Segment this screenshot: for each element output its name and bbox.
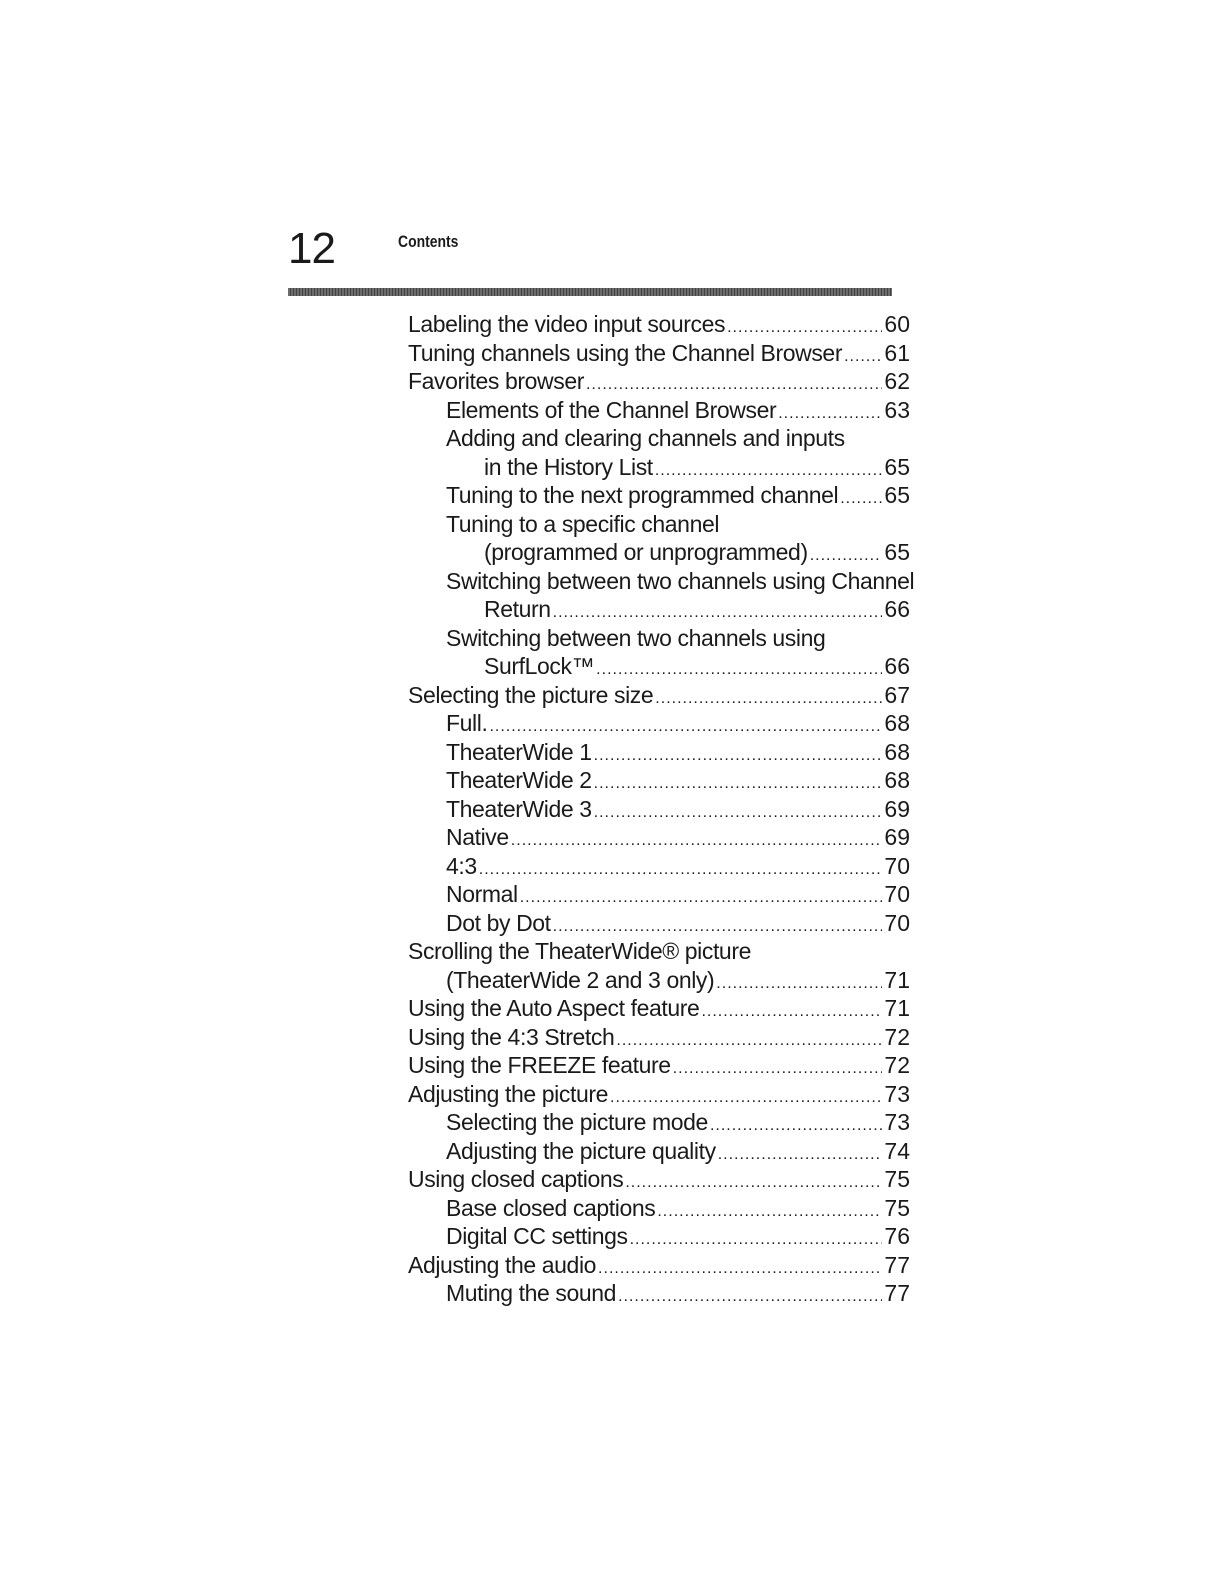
toc-entry-title: Tuning to the next programmed channel (446, 482, 839, 508)
toc-entry-first-line[interactable] (408, 510, 910, 539)
toc-entry-title: Switching between two channels using Channel (446, 567, 915, 594)
toc-entry[interactable] (408, 852, 910, 881)
dot-leader (710, 1112, 882, 1141)
toc-entry-page: 68 (884, 767, 910, 793)
toc-entry-title: Adjusting the audio (408, 1251, 597, 1278)
toc-entry-title: Base closed captions (446, 1194, 656, 1221)
toc-entry[interactable] (408, 966, 910, 995)
toc-entry-title: Dot by Dot (446, 909, 551, 936)
toc-entry[interactable] (408, 1279, 910, 1308)
dot-leader (625, 1169, 882, 1198)
dot-leader (840, 485, 882, 514)
toc-entry-title: Selecting the picture size (408, 681, 654, 708)
toc-entry[interactable] (408, 310, 910, 339)
toc-entry-page: 71 (884, 966, 910, 993)
toc-entry-title-continued: (TheaterWide 2 and 3 only) (446, 966, 715, 993)
toc-entry[interactable] (408, 1165, 910, 1194)
toc-entry-page: 75 (884, 1166, 910, 1192)
toc-entry-first-line[interactable] (408, 424, 910, 453)
toc-entry[interactable] (408, 1194, 910, 1223)
toc-entry[interactable] (408, 795, 910, 824)
toc-entry[interactable] (408, 738, 910, 767)
dot-leader (594, 799, 883, 828)
dot-leader (718, 1141, 883, 1170)
dot-leader (630, 1226, 883, 1255)
toc-entry-page: 72 (884, 1052, 910, 1078)
toc-entry[interactable] (408, 880, 910, 909)
toc-entry-title: Elements of the Channel Browser (446, 396, 777, 423)
toc-entry-page: 70 (884, 909, 910, 936)
toc-entry-page: 75 (884, 1194, 910, 1221)
toc-entry-title: Adjusting the picture quality (446, 1137, 716, 1164)
toc-entry-page: 77 (884, 1251, 910, 1278)
toc-entry-title: Muting the sound (446, 1280, 617, 1306)
toc-entry[interactable] (408, 1080, 910, 1109)
toc-entry-page: 65 (884, 482, 910, 508)
toc-entry-title: Labeling the video input sources (408, 311, 726, 337)
toc-entry-page: 68 (884, 710, 910, 736)
toc-entry-page: 66 (884, 596, 910, 622)
running-head: Contents (398, 232, 459, 251)
toc-entry-page: 70 (884, 852, 910, 879)
toc-entry-title: Full. (446, 710, 488, 736)
toc-entry-page: 69 (884, 824, 910, 850)
header-rule (288, 288, 892, 296)
dot-leader (701, 998, 882, 1027)
dot-leader (844, 343, 882, 372)
toc-entry-title: Using the 4:3 Stretch (408, 1023, 615, 1050)
toc-entry-page: 65 (884, 453, 910, 480)
toc-entry[interactable] (408, 681, 910, 710)
toc-entry-title: Digital CC settings (446, 1223, 628, 1249)
toc-entry-title-continued: in the History List (484, 453, 653, 480)
dot-leader (479, 856, 883, 885)
toc-entry-title-continued: SurfLock™ (484, 653, 595, 679)
toc-entry-title: TheaterWide 2 (446, 767, 592, 793)
toc-entry-title: Switching between two channels using (446, 624, 826, 651)
dot-leader (511, 827, 883, 856)
dot-leader (520, 884, 883, 913)
toc-entry-page: 77 (884, 1280, 910, 1306)
toc-entry-title: TheaterWide 3 (446, 795, 592, 822)
toc-entry-title: Native (446, 824, 509, 850)
toc-entry-page: 62 (884, 368, 910, 394)
dot-leader (716, 970, 882, 999)
toc-entry[interactable] (408, 481, 910, 510)
toc-entry-title: 4:3 (446, 852, 477, 879)
toc-entry[interactable] (408, 1108, 910, 1137)
dot-leader (657, 1198, 882, 1227)
toc-entry-page: 69 (884, 795, 910, 822)
dot-leader (594, 770, 883, 799)
table-of-contents (408, 310, 915, 1308)
toc-entry[interactable] (408, 367, 910, 396)
toc-entry-page: 70 (884, 881, 910, 907)
toc-entry-title: Tuning channels using the Channel Browser (408, 339, 843, 366)
toc-entry-page: 68 (884, 738, 910, 765)
toc-entry[interactable] (408, 339, 910, 368)
toc-entry[interactable] (408, 709, 910, 738)
toc-entry-title: Adjusting the picture (408, 1080, 609, 1107)
toc-entry[interactable] (408, 595, 910, 624)
toc-entry-page: 73 (884, 1109, 910, 1135)
toc-entry[interactable] (408, 766, 910, 795)
toc-entry-title: Selecting the picture mode (446, 1109, 708, 1135)
toc-entry-title: Adding and clearing channels and inputs (446, 425, 845, 451)
toc-entry[interactable] (408, 994, 910, 1023)
toc-entry[interactable] (408, 1222, 910, 1251)
dot-leader (618, 1283, 882, 1312)
toc-entry-page: 73 (884, 1080, 910, 1107)
toc-entry-first-line[interactable] (408, 624, 910, 653)
toc-entry[interactable] (408, 1137, 910, 1166)
toc-entry[interactable] (408, 1023, 910, 1052)
toc-entry-page: 65 (884, 539, 910, 565)
toc-entry-title: TheaterWide 1 (446, 738, 592, 765)
toc-entry-title: Using the FREEZE feature (408, 1052, 671, 1078)
toc-entry-page: 61 (884, 339, 910, 366)
toc-entry[interactable] (408, 396, 910, 425)
toc-entry-title: Normal (446, 881, 518, 907)
toc-entry[interactable] (408, 1251, 910, 1280)
toc-entry-title: Using closed captions (408, 1166, 624, 1192)
toc-entry-title: Scrolling the TheaterWide® picture (408, 938, 751, 964)
toc-entry[interactable] (408, 652, 910, 681)
page-number: 12 (288, 224, 335, 273)
toc-entry-title-continued: Return (484, 596, 551, 622)
toc-entry-page: 60 (884, 311, 910, 337)
toc-entry-page: 67 (884, 681, 910, 708)
dot-leader (598, 1255, 882, 1284)
toc-entry-page: 66 (884, 653, 910, 679)
toc-entry-title-continued: (programmed or unprogrammed) (484, 539, 808, 565)
toc-entry[interactable] (408, 1051, 910, 1080)
toc-entry-page: 76 (884, 1223, 910, 1249)
toc-entry[interactable] (408, 909, 910, 938)
dot-leader (594, 742, 883, 771)
dot-leader (673, 1055, 883, 1084)
toc-entry[interactable] (408, 538, 910, 567)
toc-entry-page: 74 (884, 1137, 910, 1164)
toc-entry-title: Tuning to a specific channel (446, 510, 720, 537)
dot-leader (655, 685, 882, 714)
toc-entry-first-line[interactable] (408, 567, 915, 596)
toc-entry[interactable] (408, 823, 910, 852)
toc-entry-title: Using the Auto Aspect feature (408, 995, 700, 1021)
toc-entry-page: 63 (884, 396, 910, 423)
toc-entry-page: 71 (884, 995, 910, 1021)
toc-entry[interactable] (408, 453, 910, 482)
toc-entry-title: Favorites browser (408, 368, 584, 394)
toc-entry-page: 72 (884, 1023, 910, 1050)
toc-entry-first-line[interactable] (408, 937, 910, 966)
